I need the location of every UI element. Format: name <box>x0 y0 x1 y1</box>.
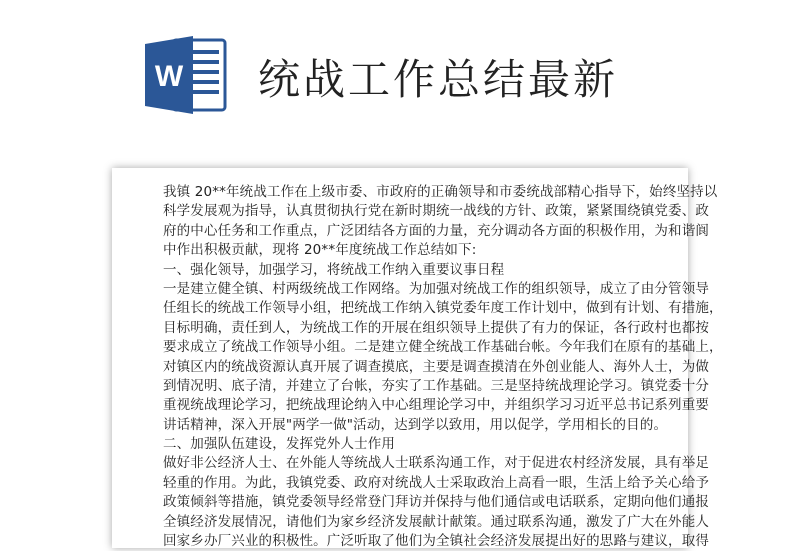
document-line: 全镇经济发展情况，请他们为家乡经济发展献计献策。通过联系沟通，激发了广大在外能人 <box>163 513 709 530</box>
page-title: 统战工作总结最新 <box>258 55 619 104</box>
document-line: 对镇区内的统战资源认真开展了调查摸底，主要是调查摸清在外创业能人、海外人士，为做 <box>163 358 709 375</box>
document-line: 目标明确，责任到人，为统战工作的开展在组织领导上提供了有力的保证，各行政村也都按 <box>163 319 709 336</box>
document-line: 二、加强队伍建设，发挥党外人士作用 <box>163 436 396 453</box>
document-line: 政策倾斜等措施，镇党委领导经常登门拜访并保持与他们通信或电话联系，定期向他们通报 <box>163 494 709 511</box>
document-line: 回家乡办厂兴业的积极性。广泛听取了他们为全镇社会经济发展提出好的思路与建议，取得 <box>163 533 709 550</box>
document-line: 重视统战理论学习，把统战理论纳入中心组理论学习中，并组织学习习近平总书记系列重要 <box>163 397 709 414</box>
document-line: 做好非公经济人士、在外能人等统战人士联系沟通工作，对于促进农村经济发展，具有举足 <box>163 455 709 472</box>
document-line: 我镇 20**年统战工作在上级市委、市政府的正确领导和市委统战部精心指导下，始终坚持以 <box>163 184 718 200</box>
document-line: 到情况明、底子清，并建立了台帐，夯实了工作基础。三是坚持统战理论学习。镇党委十分 <box>163 377 709 394</box>
document-line: 任组长的统战工作领导小组，把统战工作纳入镇党委年度工作计划中，做到有计划、有措施， <box>163 300 723 317</box>
document-line: 中作出积极贡献，现将 20**年度统战工作总结如下: <box>163 242 477 259</box>
word-icon-letter: W <box>154 60 184 93</box>
word-document-icon <box>143 34 229 116</box>
document-line: 要求成立了统战工作领导小组。二是建立健全统战工作基础台帐。今年我们在原有的基础上， <box>163 339 723 356</box>
document-line: 一是建立健全镇、村两级统战工作网络。为加强对统战工作的组织领导，成立了由分管领导 <box>163 280 709 297</box>
document-line: 轻重的作用。为此，我镇党委、政府对统战人士采取政治上高看一眼，生活上给予关心给予 <box>163 474 709 491</box>
document-line: 一、强化领导，加强学习，将统战工作纳入重要议事日程 <box>163 261 505 278</box>
document-line: 科学发展观为指导，认真贯彻执行党在新时期统一战线的方针、政策，紧紧围绕镇党委、政 <box>163 203 709 220</box>
document-body <box>163 183 723 551</box>
document-line: 府的中心任务和工作重点，广泛团结各方面的力量，充分调动各方面的积极作用，为和谐阆 <box>163 222 709 239</box>
document-line: 讲话精神，深入开展"两学一做"活动，达到学以致用，用以促学，学用相长的目的。 <box>163 416 668 433</box>
